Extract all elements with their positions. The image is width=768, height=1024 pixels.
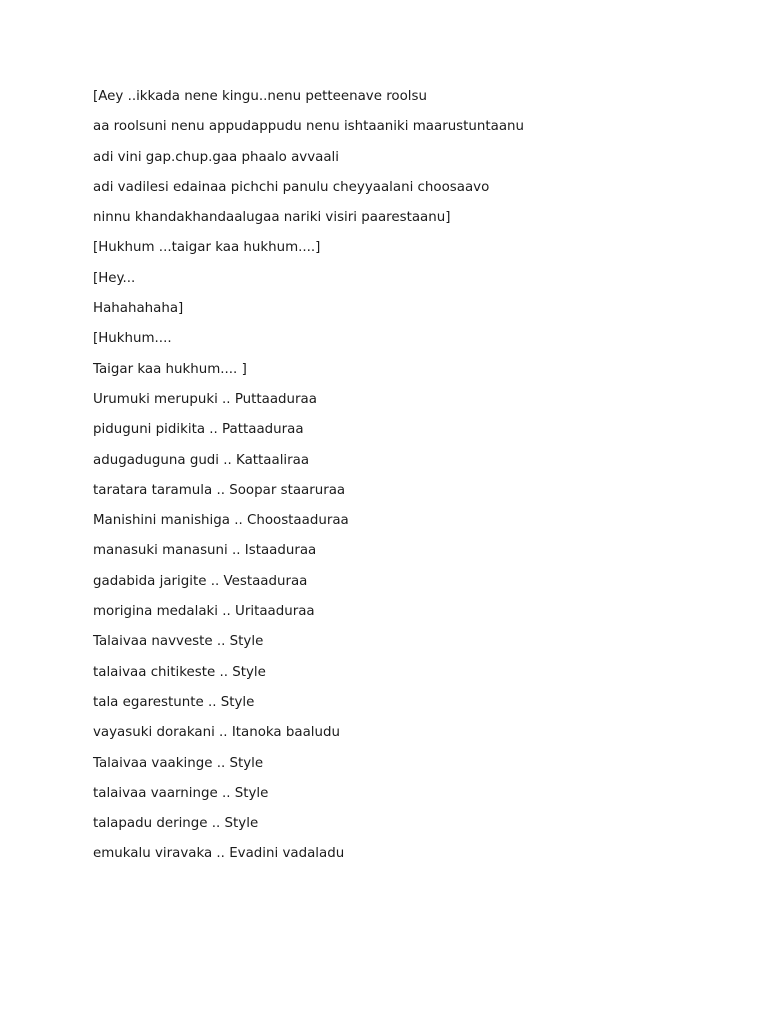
text-line: talaivaa chitikeste .. Style bbox=[93, 664, 266, 680]
text-line: tala egarestunte .. Style bbox=[93, 694, 255, 710]
text-line: ninnu khandakhandaalugaa nariki visiri paarestaanu] bbox=[93, 210, 451, 226]
text-line: vayasuki dorakani .. Itanoka baaludu bbox=[93, 725, 340, 741]
text-line: Manishini manishiga .. Choostaaduraa bbox=[93, 513, 349, 529]
text-line: emukalu viravaka .. Evadini vadaladu bbox=[93, 846, 345, 862]
text-line: adugaduguna gudi .. Kattaaliraa bbox=[93, 452, 310, 468]
text-line: Hahahahaha] bbox=[93, 301, 184, 317]
text-line: [Hukhum ...taigar kaa hukhum....] bbox=[93, 240, 321, 256]
text-line: [Hukhum.... bbox=[93, 331, 172, 347]
text-line: Taigar kaa hukhum.... ] bbox=[93, 361, 247, 377]
text-line: gadabida jarigite .. Vestaaduraa bbox=[93, 573, 308, 589]
text-line: morigina medalaki .. Uritaaduraa bbox=[93, 604, 315, 620]
text-line: Talaivaa navveste .. Style bbox=[93, 634, 264, 650]
text-line: adi vadilesi edainaa pichchi panulu cheyyaalani choosaavo bbox=[93, 179, 490, 195]
text-line: Urumuki merupuki .. Puttaaduraa bbox=[93, 391, 317, 407]
text-line: [Hey... bbox=[93, 270, 136, 286]
text-line: taratara taramula .. Soopar staaruraa bbox=[93, 482, 346, 498]
text-line: manasuki manasuni .. Istaaduraa bbox=[93, 543, 317, 559]
text-line: talapadu deringe .. Style bbox=[93, 816, 259, 832]
text-line: Talaivaa vaakinge .. Style bbox=[93, 755, 264, 771]
text-line: adi vini gap.chup.gaa phaalo avvaali bbox=[93, 149, 339, 165]
lyrics-text-block bbox=[93, 85, 524, 873]
text-line: talaivaa vaarninge .. Style bbox=[93, 785, 269, 801]
text-line: [Aey ..ikkada nene kingu..nenu petteenave roolsu bbox=[93, 89, 427, 104]
text-line: aa roolsuni nenu appudappudu nenu ishtaaniki maarustuntaanu bbox=[93, 119, 525, 135]
text-line: piduguni pidikita .. Pattaaduraa bbox=[93, 422, 304, 438]
